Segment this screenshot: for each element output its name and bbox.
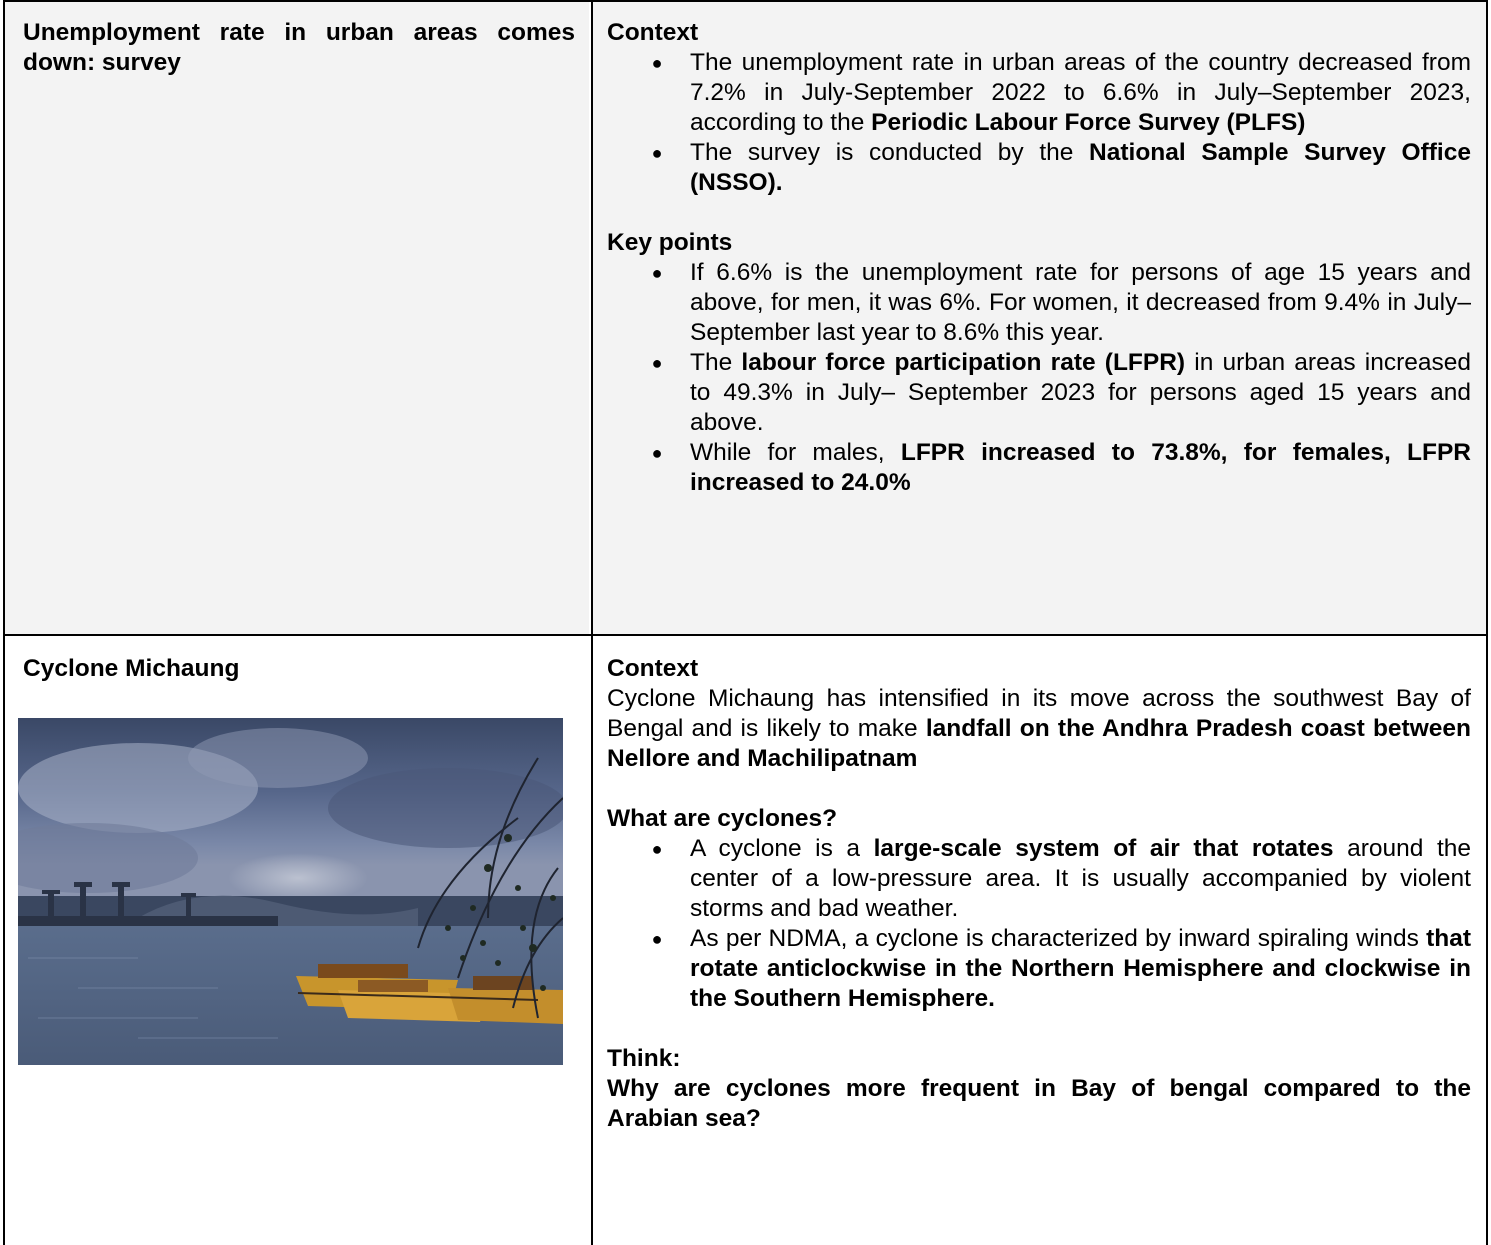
bullet-text: around the center of a low-pressure area. It is usually accompanied by violent storms and bad weather. bbox=[690, 835, 1472, 922]
table-border-column-divider bbox=[591, 0, 593, 1245]
list-item bbox=[607, 48, 1471, 138]
spacer bbox=[607, 198, 1471, 228]
row2-context-section bbox=[607, 654, 1471, 774]
row2-think-question: Why are cyclones more frequent in Bay of bengal compared to the Arabian sea? bbox=[607, 1075, 1471, 1132]
bullet-icon: ● bbox=[651, 143, 663, 163]
row1-keypoints-section bbox=[607, 228, 1471, 498]
row2-think-section bbox=[607, 1044, 1471, 1134]
cyclone-harbor-photo bbox=[18, 718, 563, 1065]
paragraph-text-bold: landfall on the Andhra Pradesh coast between Nellore and Machilipatnam bbox=[607, 715, 1471, 772]
row1-content-cell bbox=[593, 2, 1486, 634]
bullet-text-bold: labour force participation rate (LFPR) bbox=[741, 349, 1186, 376]
bullet-text: If 6.6% is the unemployment rate for persons of age 15 years and above, for men, it was 6%. For women, it decreased from 9.4% in July– September last year to 8.6% this year. bbox=[690, 259, 1471, 346]
row1-topic-cell bbox=[5, 2, 589, 634]
spacer bbox=[607, 774, 1471, 804]
row2-content-cell bbox=[593, 636, 1486, 1245]
bullet-text: The bbox=[690, 349, 742, 376]
list-item bbox=[607, 138, 1471, 198]
bullet-text: in urban areas increased to 49.3% in July– September 2023 for persons aged 15 years and above. bbox=[690, 349, 1471, 436]
bullet-text: As per NDMA, a cyclone is characterized by inward spiraling winds bbox=[690, 925, 1427, 952]
bullet-text: While for males, bbox=[690, 439, 901, 466]
table-border-row-divider bbox=[3, 634, 1488, 636]
list-item bbox=[607, 924, 1471, 1014]
harbor-photo-svg bbox=[18, 718, 563, 1065]
table-border-top bbox=[3, 0, 1488, 2]
table-border-left bbox=[3, 0, 5, 1245]
list-item bbox=[607, 834, 1471, 924]
row1-keypoints-list bbox=[607, 258, 1471, 498]
list-item bbox=[607, 438, 1471, 498]
row2-context-heading: Context bbox=[607, 655, 699, 682]
row2-definition-list bbox=[607, 834, 1471, 1014]
bullet-icon: ● bbox=[651, 353, 663, 373]
row1-keypoints-heading: Key points bbox=[607, 229, 733, 256]
list-item bbox=[607, 258, 1471, 348]
row2-think-heading: Think: bbox=[607, 1045, 681, 1072]
row2-context-paragraph bbox=[607, 684, 1471, 774]
row1-context-heading: Context bbox=[607, 19, 699, 46]
bullet-text: The survey is conducted by the bbox=[690, 139, 1090, 166]
bullet-text-bold: that rotate anticlockwise in the Northern Hemisphere and clockwise in the Southern Hemisphere. bbox=[690, 925, 1471, 1012]
bullet-text-bold: LFPR increased to 73.8%, for females, LFPR increased to 24.0% bbox=[690, 439, 1471, 496]
bullet-text: A cyclone is a bbox=[690, 835, 874, 862]
row1-context-list bbox=[607, 48, 1471, 198]
bullet-icon: ● bbox=[651, 443, 663, 463]
bullet-icon: ● bbox=[651, 839, 663, 859]
list-item bbox=[607, 348, 1471, 438]
bullet-text-bold: Periodic Labour Force Survey (PLFS) bbox=[871, 109, 1306, 136]
row1-context-section bbox=[607, 18, 1471, 198]
table-border-right bbox=[1486, 0, 1488, 1245]
bullet-icon: ● bbox=[651, 53, 663, 73]
row1-topic: Unemployment rate in urban areas comes down: survey bbox=[23, 19, 575, 76]
bullet-text: The unemployment rate in urban areas of the country decreased from 7.2% in July-September 2022 to 6.6% in July–September 2023, according to the bbox=[690, 49, 1471, 136]
row2-definition-heading: What are cyclones? bbox=[607, 805, 838, 832]
bullet-text-bold: National Sample Survey Office (NSSO). bbox=[690, 139, 1471, 196]
bullet-icon: ● bbox=[651, 929, 663, 949]
paragraph-text: Cyclone Michaung has intensified in its move across the southwest Bay of Bengal and is likely to make bbox=[607, 685, 1471, 742]
bullet-icon: ● bbox=[651, 263, 663, 283]
spacer bbox=[607, 1014, 1471, 1044]
row2-topic: Cyclone Michaung bbox=[23, 655, 240, 682]
row2-definition-section bbox=[607, 804, 1471, 1014]
bullet-text-bold: large-scale system of air that rotates bbox=[873, 835, 1334, 862]
